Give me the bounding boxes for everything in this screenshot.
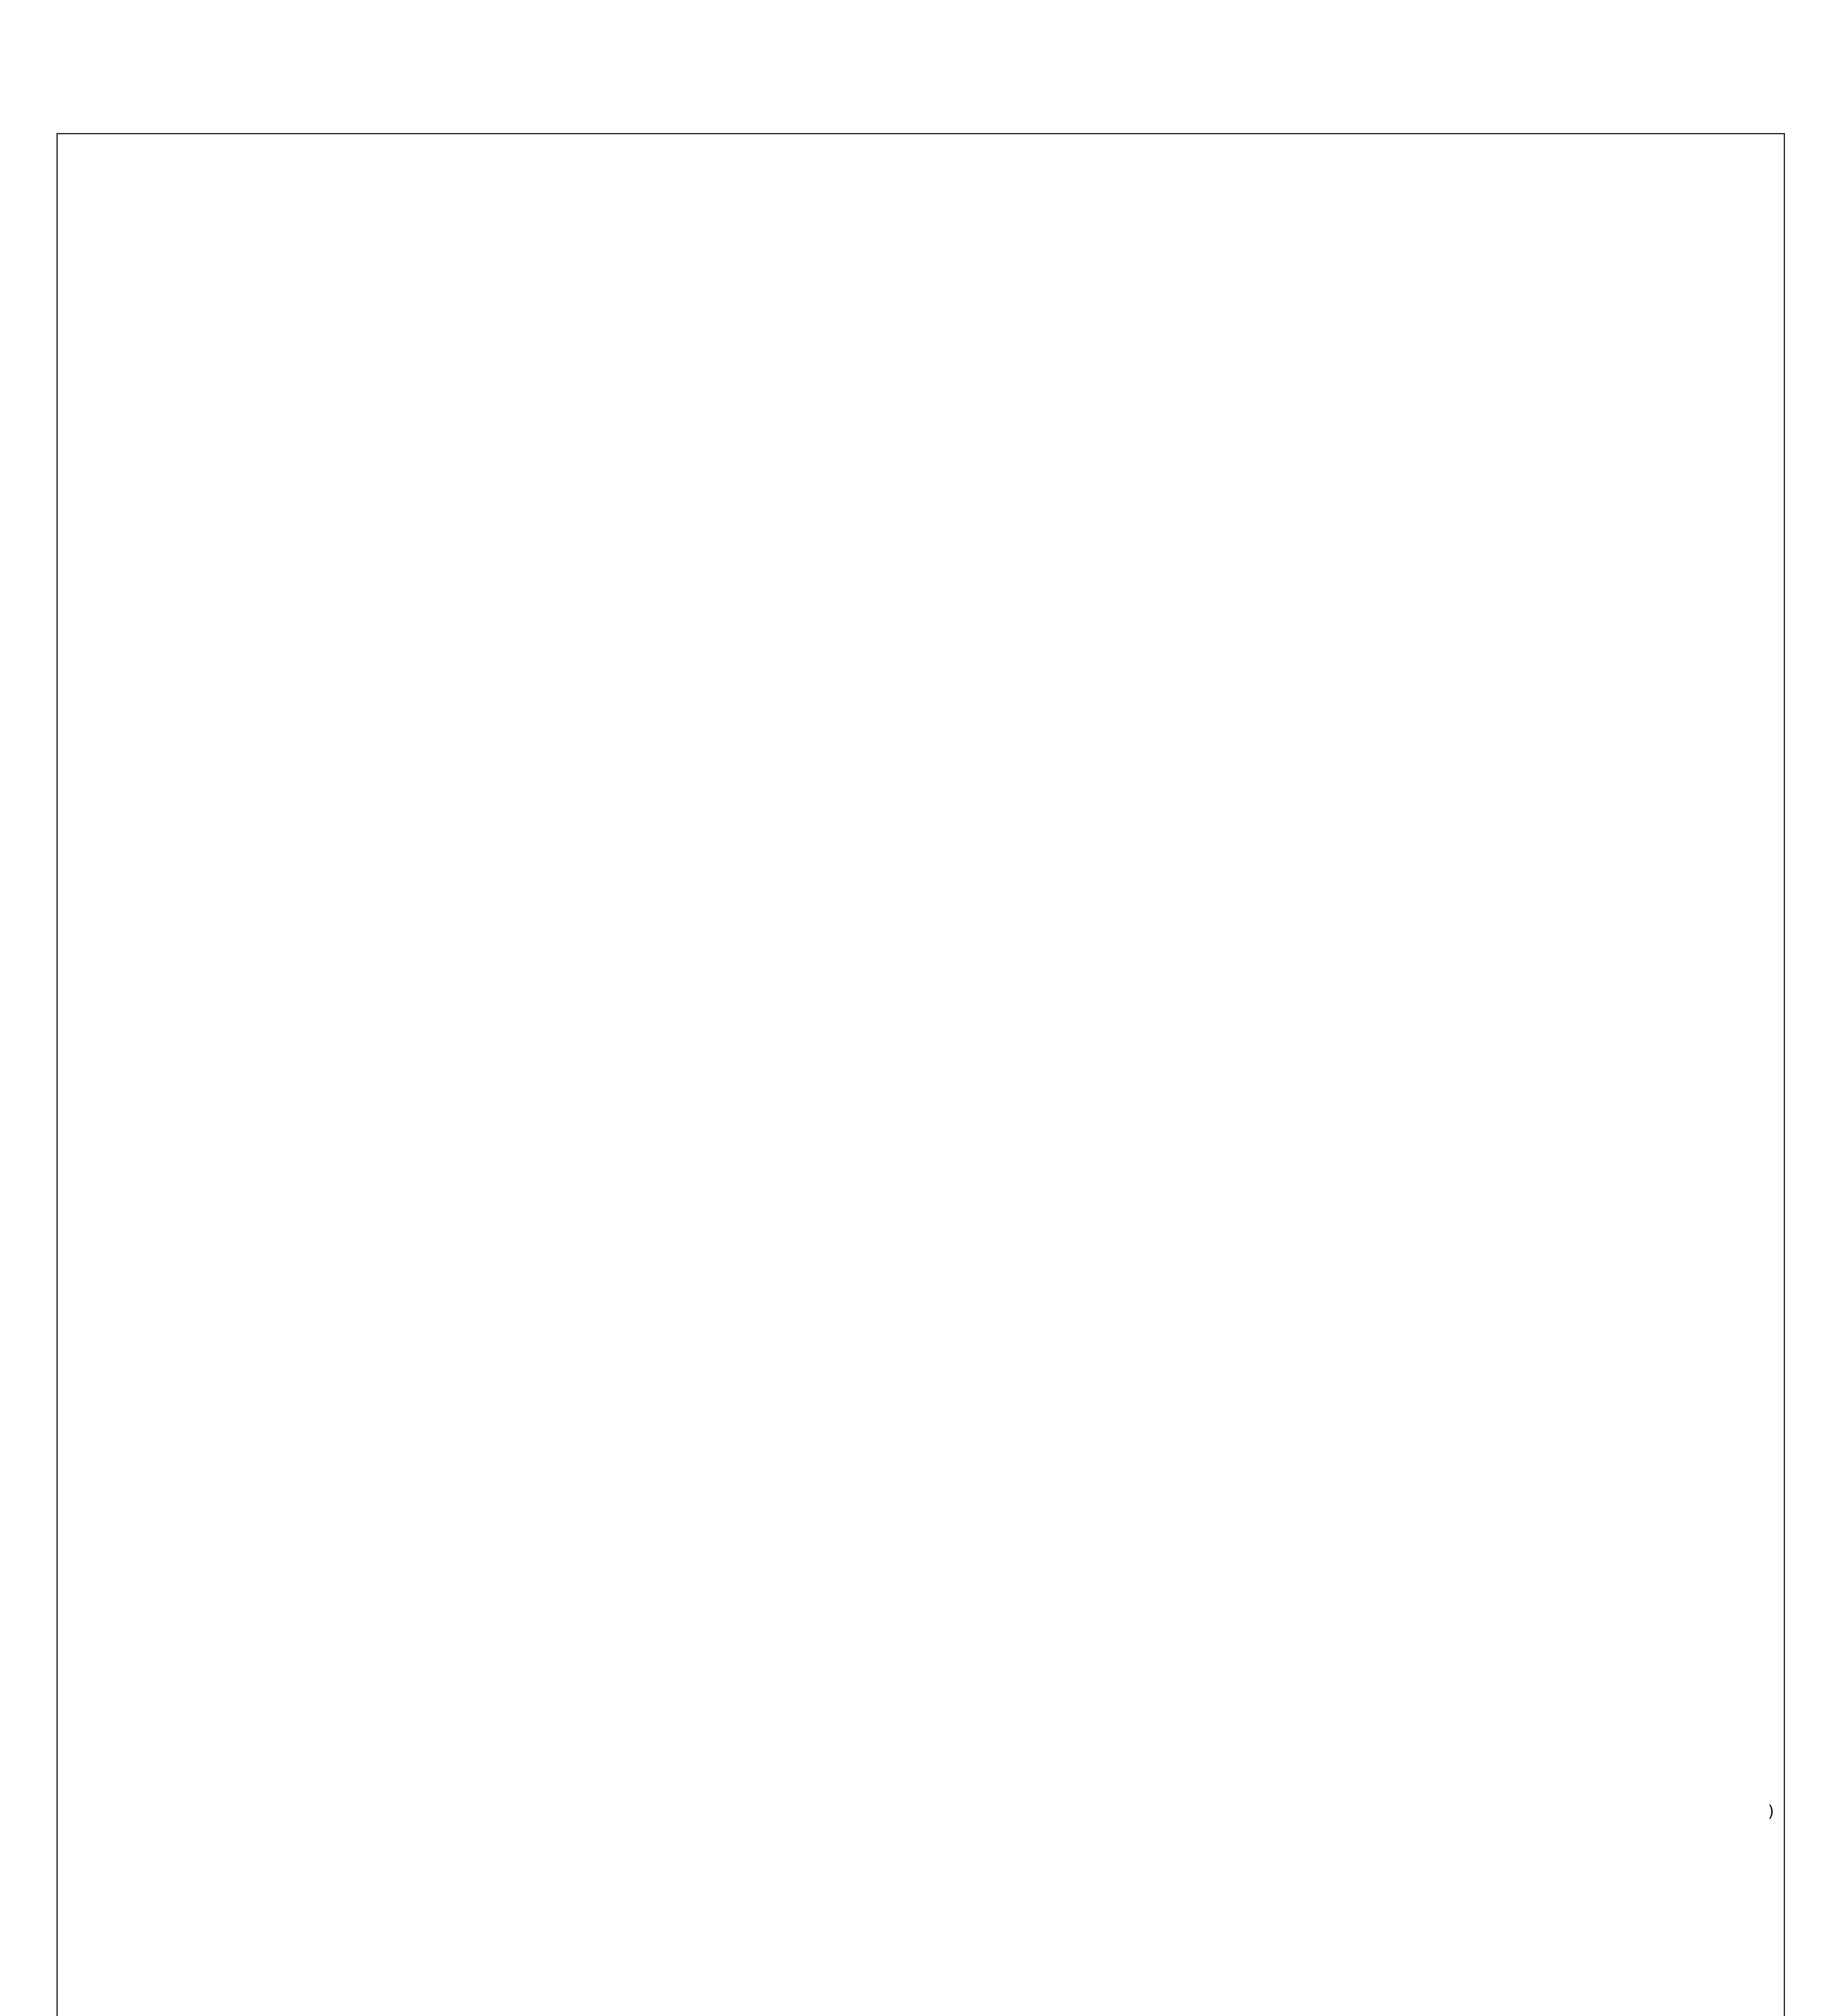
weather-table xyxy=(97,274,113,523)
header-row-sub xyxy=(97,407,113,423)
header-row-main xyxy=(97,357,113,373)
page-frame xyxy=(56,133,1785,2016)
margin-mark: ) xyxy=(1766,1802,1776,1821)
header-row-top xyxy=(97,307,113,324)
header-row-sub2 xyxy=(97,456,113,473)
